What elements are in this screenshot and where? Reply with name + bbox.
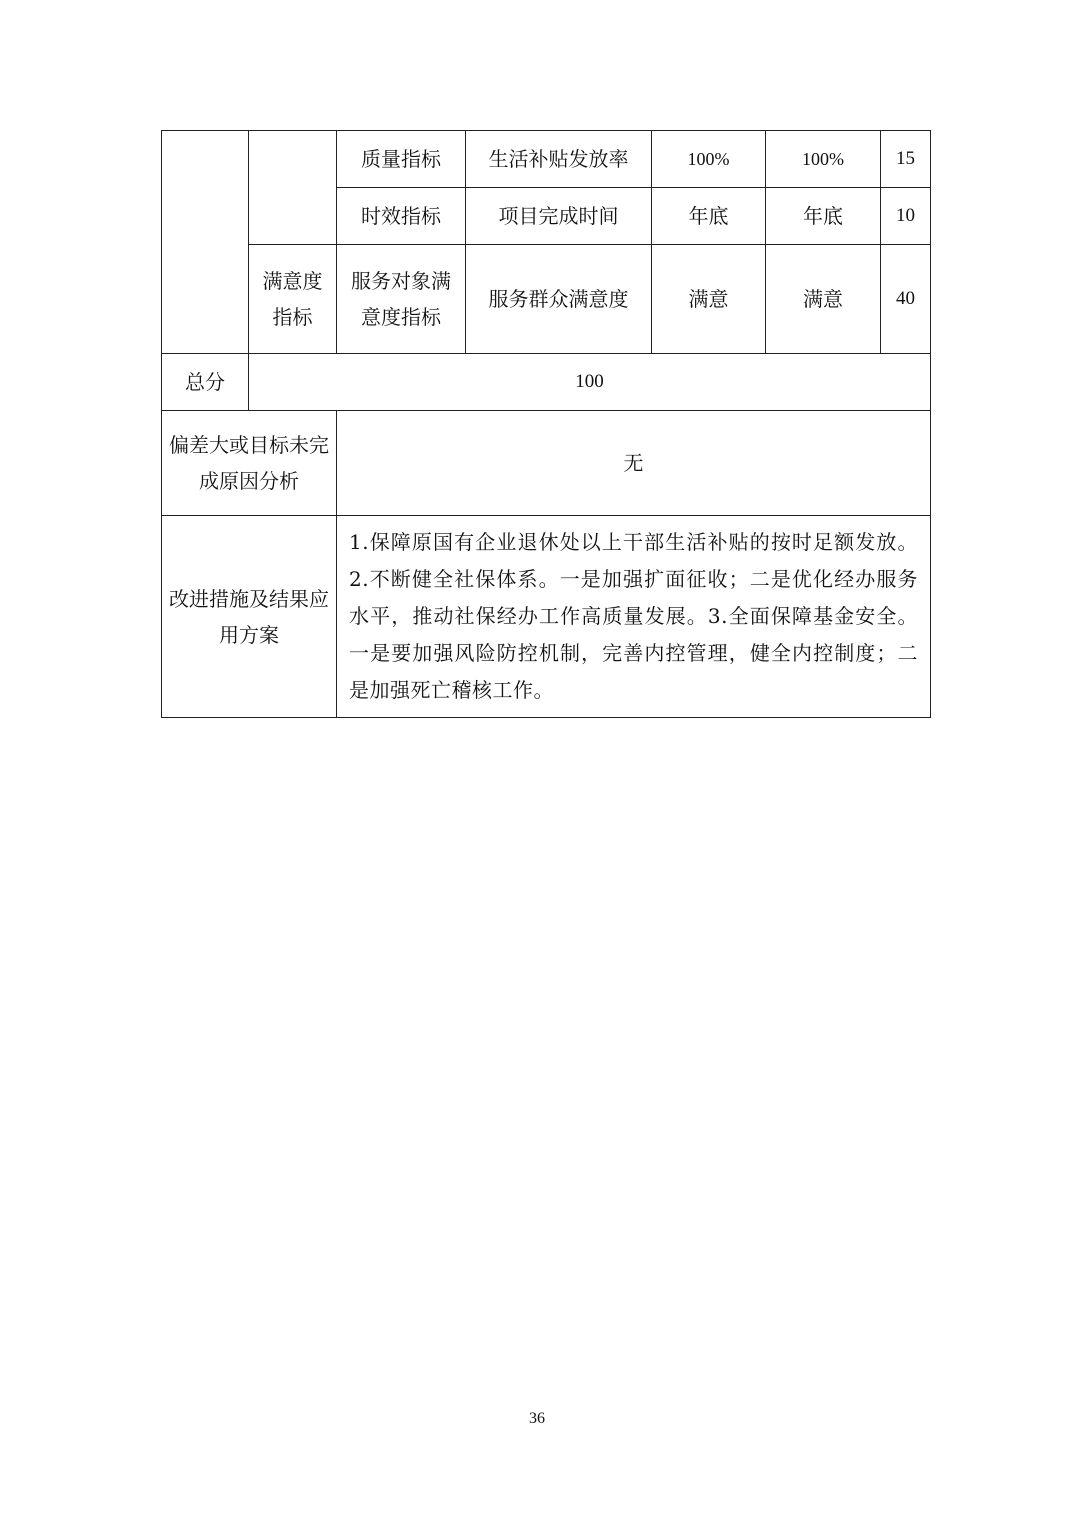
total-label: 总分: [162, 354, 249, 411]
table-row-quality: [162, 131, 931, 188]
level2-cell: 时效指标: [337, 188, 466, 245]
performance-evaluation-table: [161, 130, 931, 718]
target-cell: 满意: [652, 245, 766, 354]
target-cell: 年底: [652, 188, 766, 245]
table-row-improvement: [162, 516, 931, 718]
target-cell: 100%: [652, 131, 766, 188]
total-value: 100: [249, 354, 931, 411]
indicator-cell: 生活补贴发放率: [466, 131, 652, 188]
table-row-total: [162, 354, 931, 411]
level2-cell: 服务对象满意度指标: [337, 245, 466, 354]
empty-level1-cell: [249, 131, 337, 245]
level2-cell: 质量指标: [337, 131, 466, 188]
actual-cell: 满意: [766, 245, 881, 354]
table-row-satisfaction: [162, 245, 931, 354]
table-row-deviation: [162, 411, 931, 516]
page-number: 36: [529, 1410, 545, 1427]
actual-cell: 100%: [766, 131, 881, 188]
improvement-label: 改进措施及结果应用方案: [162, 516, 337, 718]
score-cell: 40: [881, 245, 931, 354]
score-cell: 10: [881, 188, 931, 245]
indicator-cell: 服务群众满意度: [466, 245, 652, 354]
indicator-cell: 项目完成时间: [466, 188, 652, 245]
actual-cell: 年底: [766, 188, 881, 245]
score-cell: 15: [881, 131, 931, 188]
empty-level0-cell: [162, 131, 249, 354]
improvement-value: 1.保障原国有企业退休处以上干部生活补贴的按时足额发放。2.不断健全社保体系。一是加强扩面征收；二是优化经办服务水平，推动社保经办工作高质量发展。3.全面保障基金安全。一是要加强风险防控机制，完善内控管理，健全内控制度；二是加强死亡稽核工作。: [337, 516, 931, 718]
deviation-label: 偏差大或目标未完成原因分析: [162, 411, 337, 516]
deviation-value: 无: [337, 411, 931, 516]
level1-cell: 满意度指标: [249, 245, 337, 354]
